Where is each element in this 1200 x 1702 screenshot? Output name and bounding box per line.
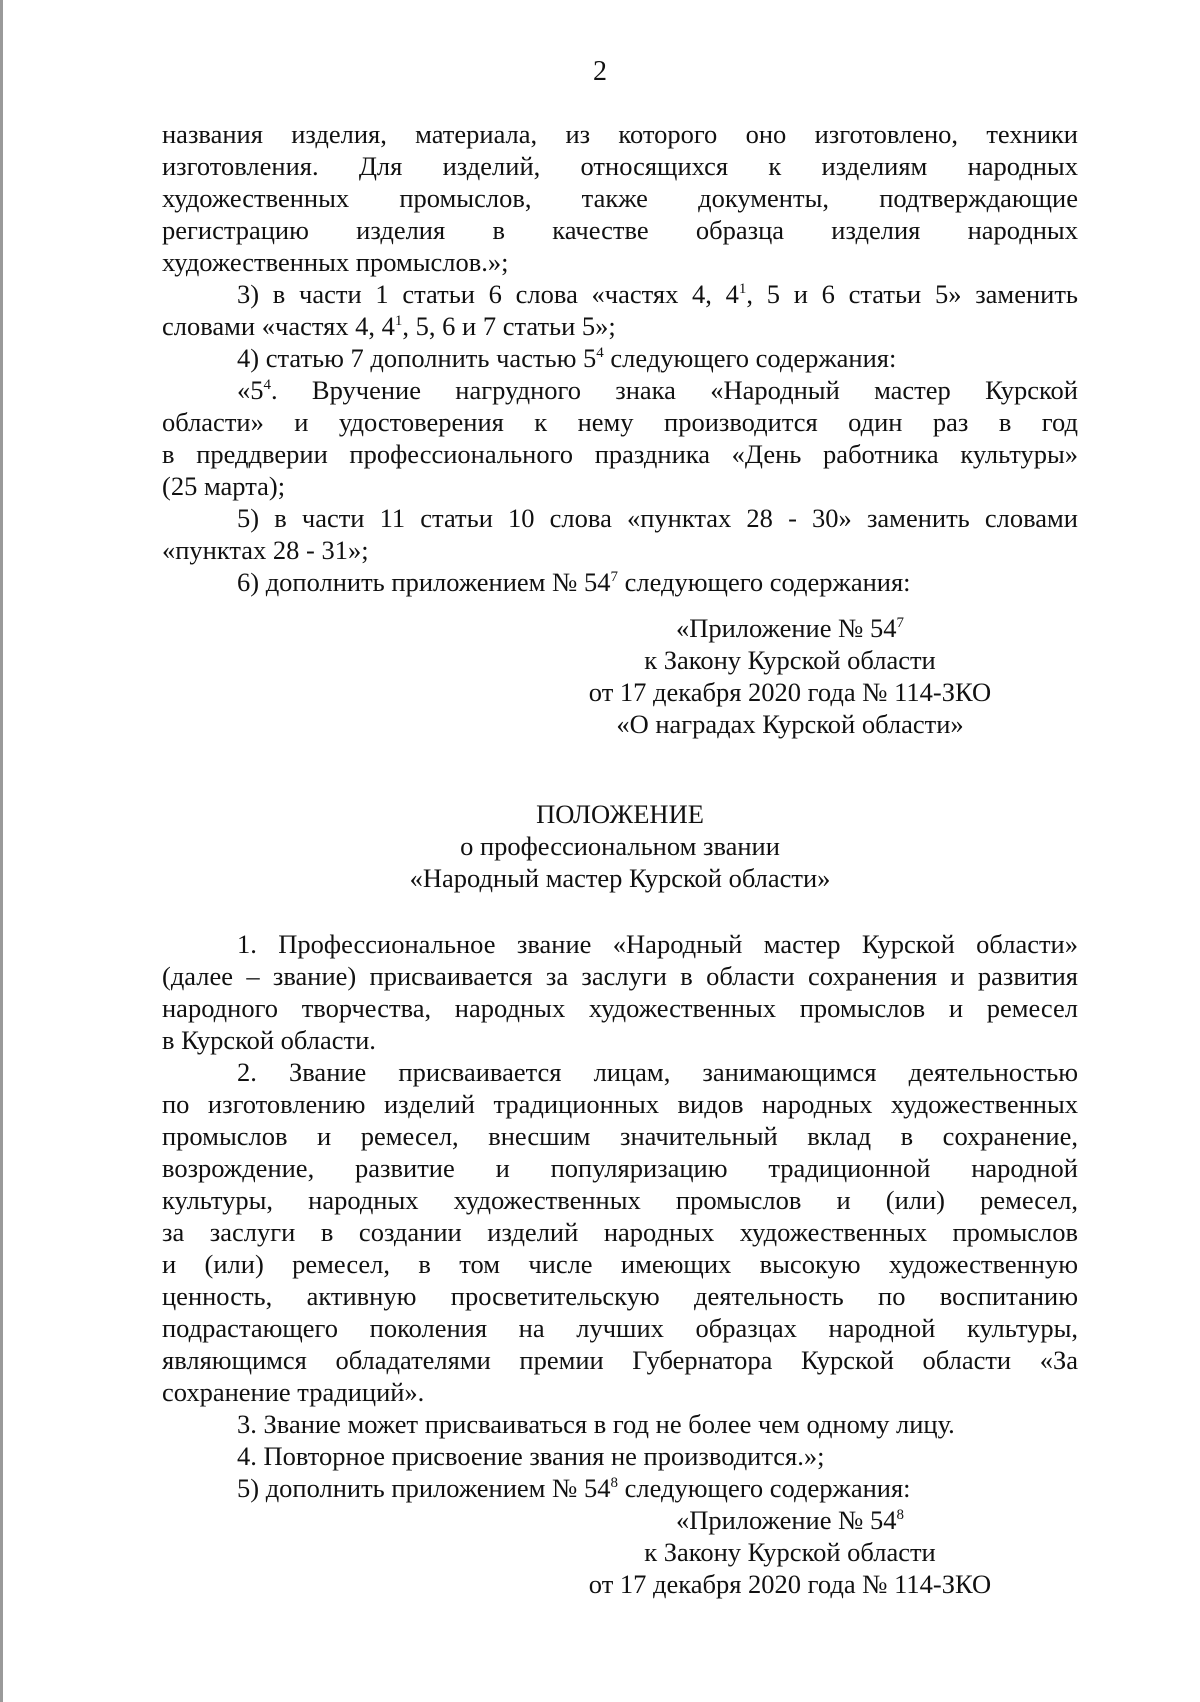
text-line: области» и удостоверения к нему производится один раз в год <box>162 407 1078 437</box>
text-line: народного творчества, народных художественных промыслов и ремесел <box>162 993 1078 1023</box>
text-line: ценность, активную просветительскую деятельность по воспитанию <box>162 1281 1078 1311</box>
text-line: (25 марта); <box>162 471 286 501</box>
paragraph-continuation <box>162 118 1078 278</box>
clause-3: 3. Звание может присваиваться в год не более чем одному лицу. <box>237 1409 955 1439</box>
text-line: за заслуги в создании изделий народных художественных промыслов <box>162 1217 1078 1247</box>
appendix-54-8-header <box>162 1504 1078 1600</box>
text-line: промыслов и ремесел, внесшим значительный вклад в сохранение, <box>162 1121 1078 1151</box>
text-line: по изготовлению изделий традиционных видов народных художественных <box>162 1089 1078 1119</box>
text-line: «пунктах 28 - 31»; <box>162 535 369 565</box>
text-line: 4) статью 7 дополнить частью $5^4$ следующего содержания: <box>237 343 897 373</box>
text-line: художественных промыслов.»; <box>162 247 509 277</box>
page-number: 2 <box>593 56 607 87</box>
appendix-line: к Закону Курской области <box>644 645 936 675</box>
appendix-line: «О наградах Курской области» <box>616 709 964 739</box>
regulation-subheading: о профессиональном звании <box>460 831 780 861</box>
text-line: сохранение традиций». <box>162 1377 425 1407</box>
text-line: и (или) ремесел, в том числе имеющих высокую художественную <box>162 1249 1078 1279</box>
clause-1 <box>162 928 1078 1056</box>
text-line: 3) в части 1 статьи 6 слова «частях 4, $4^1$, 5 и 6 статьи 5» заменить <box>237 279 1078 309</box>
regulation-subheading: «Народный мастер Курской области» <box>409 863 831 893</box>
text-line: художественных промыслов, также документы, подтверждающие <box>162 183 1078 213</box>
text-line: 2. Звание присваивается лицам, занимающимся деятельностью <box>237 1057 1078 1087</box>
text-line: «$5^4$. Вручение нагрудного знака «Народный мастер Курской <box>237 375 1078 405</box>
text-line: 5) в части 11 статьи 10 слова «пунктах 28 - 30» заменить словами <box>237 503 1078 533</box>
clause-4: 4. Повторное присвоение звания не производится.»; <box>237 1441 825 1471</box>
text-line: словами «частях 4, $4^1$, 5, 6 и 7 статьи 5»; <box>162 311 616 341</box>
regulation-heading-block <box>162 798 1078 894</box>
text-line: (далее – звание) присваивается за заслуги в области сохранения и развития <box>162 961 1078 991</box>
item-5b <box>162 1472 1078 1504</box>
item-4 <box>162 342 1078 374</box>
item-5 <box>162 502 1078 566</box>
text-line: в преддверии профессионального праздника «День работника культуры» <box>162 439 1078 469</box>
item-6 <box>162 566 1078 598</box>
scan-edge <box>0 0 3 1702</box>
part-5-4 <box>162 374 1078 502</box>
regulation-heading: ПОЛОЖЕНИЕ <box>536 799 704 829</box>
appendix-line: к Закону Курской области <box>644 1537 936 1567</box>
clause-2 <box>162 1056 1078 1408</box>
text-line: подрастающего поколения на лучших образцах народной культуры, <box>162 1313 1078 1343</box>
text-line: в Курской области. <box>162 1025 376 1055</box>
text-line: являющимся обладателями премии Губернатора Курской области «За <box>162 1345 1078 1375</box>
text-line: 6) дополнить приложением № $54^7$ следующего содержания: <box>237 567 911 597</box>
appendix-title: «Приложение № $54^8$ <box>675 1505 904 1535</box>
appendix-line: от 17 декабря 2020 года № 114-ЗКО <box>588 1569 992 1599</box>
text-line: изготовления. Для изделий, относящихся к изделиям народных <box>162 151 1078 181</box>
text-line: названия изделия, материала, из которого оно изготовлено, техники <box>162 119 1078 149</box>
text-line: 1. Профессиональное звание «Народный мастер Курской области» <box>237 929 1078 959</box>
text-line: возрождение, развитие и популяризацию традиционной народной <box>162 1153 1078 1183</box>
text-line: 5) дополнить приложением № $54^8$ следующего содержания: <box>237 1473 911 1503</box>
appendix-54-7-header <box>162 612 1078 740</box>
item-3 <box>162 278 1078 342</box>
appendix-line: от 17 декабря 2020 года № 114-ЗКО <box>588 677 992 707</box>
document-body <box>162 118 1078 1600</box>
appendix-title: «Приложение № $54^7$ <box>675 613 904 643</box>
text-line: регистрацию изделия в качестве образца изделия народных <box>162 215 1078 245</box>
text-line: культуры, народных художественных промыслов и (или) ремесел, <box>162 1185 1078 1215</box>
